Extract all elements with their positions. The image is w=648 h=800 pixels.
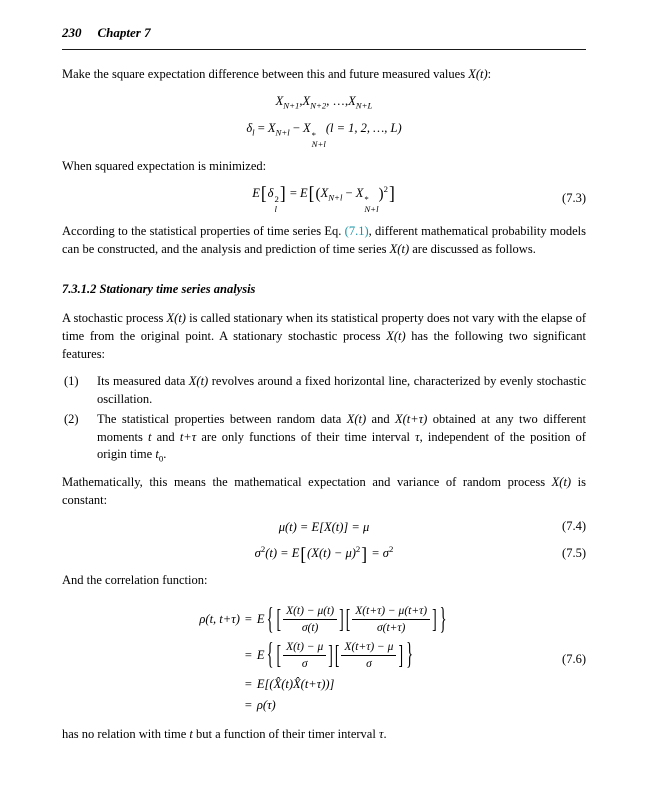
math-rhs [257, 638, 449, 674]
equation-number: (7.6) [562, 651, 586, 666]
left-bracket: [ [276, 640, 282, 670]
right-bracket: ] [339, 604, 344, 634]
math-subscript: l [252, 127, 255, 138]
math-subscript: N+l [364, 203, 379, 214]
numerator: X(t+τ) − μ(t+τ) [352, 604, 430, 620]
equation-sequence [62, 93, 586, 111]
stacked-scripts [364, 195, 378, 213]
numerator: X(t) − μ(t) [283, 604, 337, 620]
math-term: (X(t) − μ) [307, 546, 356, 561]
text-segment: X(t) [346, 411, 367, 426]
paragraph [62, 66, 586, 84]
text-segment: are discussed as follows. [409, 241, 536, 256]
equation-7-5 [62, 542, 586, 565]
text-segment: X(t) [551, 475, 572, 490]
paragraph [62, 310, 586, 363]
math-term: = σ [368, 546, 389, 561]
text-segment: . [163, 447, 167, 462]
math-superscript: 2 [383, 183, 388, 194]
text-segment: and [366, 411, 395, 426]
text-segment: t [155, 447, 159, 462]
right-bracket: ] [432, 604, 437, 634]
equals-sign: = [244, 676, 252, 691]
math-subscript: N+l [311, 138, 326, 149]
equals-sign: = [244, 612, 252, 627]
math-subscript: N+l [328, 192, 343, 203]
right-brace: } [439, 602, 447, 637]
left-brace: { [266, 638, 274, 673]
list-marker: (1) [64, 374, 79, 389]
list-item-text [97, 373, 586, 409]
math-lhs [199, 638, 239, 674]
text-segment: : [487, 67, 492, 82]
left-bracket: [ [276, 604, 282, 634]
ordered-list [62, 373, 586, 464]
math-superscript: 2 [355, 544, 361, 555]
text-segment: has the following two significant features: [62, 328, 586, 361]
text-segment: The statistical properties between random data [97, 411, 347, 426]
text-segment: and [151, 429, 180, 444]
equals-sign: = [244, 698, 252, 713]
list-marker: (2) [64, 411, 79, 426]
eq-reference-link[interactable]: (7.1) [344, 223, 369, 238]
aligned-equation [199, 602, 448, 717]
math-superscript: 2 [260, 544, 266, 555]
equation-delta [62, 120, 586, 149]
text-segment: X(t) [386, 328, 406, 343]
math-term: X [320, 185, 329, 200]
left-paren: ( [315, 185, 321, 203]
text-segment: but a function of their timer interval [192, 727, 379, 742]
math-lhs: ρ(t, t+τ) [199, 612, 240, 627]
math-term: (l = 1, 2, …, L) [325, 120, 402, 135]
paragraph [62, 572, 586, 590]
text-segment: X(t) [468, 67, 488, 82]
math-term: X [302, 94, 311, 109]
text-segment: When squared expectation is minimized: [62, 159, 267, 174]
left-bracket: [ [308, 182, 315, 204]
math-lhs [199, 695, 239, 717]
math-subscript: l [274, 203, 277, 214]
paragraph [62, 726, 586, 744]
chapter-title: Chapter 7 [97, 25, 151, 40]
fraction [352, 604, 430, 636]
right-brace: } [406, 638, 413, 673]
equals-sign: = [254, 120, 268, 135]
paragraph [62, 158, 586, 176]
left-bracket: [ [260, 182, 267, 204]
math-term: (t) = E [265, 546, 300, 561]
math-term: E [300, 185, 308, 200]
text-segment: obtained at any two different moments [97, 411, 586, 444]
text-segment: X(t) [389, 241, 410, 256]
text-segment: has no relation with time [62, 727, 190, 742]
math-rhs: ρ(τ) [256, 698, 276, 713]
denominator: σ [301, 658, 308, 671]
text-segment: revolves around a fixed horizontal line, characterized by evenly stochastic oscillation. [97, 374, 586, 407]
page-number: 230 [62, 25, 82, 40]
equation-line [199, 638, 448, 674]
text-segment: , independent of the position of origin time [97, 429, 586, 462]
right-bracket: ] [279, 182, 286, 204]
text-segment: . [383, 727, 387, 742]
text-segment: τ [378, 727, 384, 742]
left-bracket: [ [345, 604, 351, 634]
superscript-star: * [311, 129, 317, 140]
math-term: X [275, 94, 284, 109]
equation-number: (7.5) [562, 546, 586, 561]
numerator: X(t) − μ [283, 640, 326, 656]
text-segment: Its measured data [97, 374, 189, 389]
text-segment: X(t) [166, 311, 186, 326]
text-segment: X(t+τ) [394, 411, 428, 426]
denominator: σ [366, 658, 372, 671]
numerator: X(t+τ) − μ [341, 640, 396, 656]
denominator: σ(t) [301, 622, 319, 635]
equation-7-6 [62, 602, 586, 717]
section-heading: 7.3.1.2 Stationary time series analysis [62, 282, 256, 297]
equation-line [199, 695, 448, 717]
math-term: X [355, 185, 364, 200]
minus-sign: − [289, 120, 304, 135]
math-term: E [256, 611, 265, 626]
equals-sign: = [244, 647, 252, 662]
math-ellipsis: , …, [326, 94, 349, 109]
right-paren: ) [378, 185, 384, 203]
text-segment: A stochastic process [62, 311, 167, 326]
equation-7-3 [62, 182, 586, 214]
math-term: δ [267, 185, 274, 200]
equation-number: (7.4) [562, 519, 586, 534]
text-segment: is called stationary when its statistical property does not vary with the elapse of time from the original point. A stationary stochastic process [62, 311, 586, 343]
stacked-scripts [312, 131, 326, 149]
text-segment: X(t) [188, 374, 209, 389]
text-segment: Make the square expectation difference between this and future measured values [62, 67, 469, 82]
math-subscript: N+1 [283, 100, 300, 111]
stacked-scripts [274, 195, 278, 213]
equation-number: (7.3) [562, 191, 586, 206]
math-term: X [348, 94, 356, 109]
left-bracket: [ [334, 640, 340, 670]
paragraph [62, 474, 586, 510]
math-subscript: N+l [275, 127, 290, 138]
list-item [62, 411, 586, 464]
math-comma: , [299, 94, 303, 109]
math-term: E [256, 647, 265, 662]
list-item [62, 373, 586, 409]
text-segment: According to the statistical properties of time series Eq. [62, 223, 345, 238]
right-bracket: ] [328, 640, 333, 670]
equation-line [199, 602, 448, 638]
math-term: σ [254, 546, 261, 561]
fraction [341, 640, 396, 672]
math-term: μ(t) = E[X(t)] = μ [278, 519, 370, 534]
equation-7-4 [62, 519, 586, 537]
right-bracket: ] [398, 640, 404, 670]
left-bracket: [ [300, 542, 307, 565]
text-segment: are only functions of their time interval [196, 429, 416, 444]
text-segment: t [147, 429, 152, 444]
math-term: δ [246, 120, 253, 135]
text-segment: t+τ [179, 429, 197, 444]
math-rhs [257, 602, 449, 638]
math-superscript: 2 [274, 194, 279, 205]
left-brace: { [266, 602, 274, 637]
math-term: X [303, 120, 311, 135]
paragraph [62, 223, 586, 259]
list-item-text [97, 411, 586, 464]
right-bracket: ] [361, 542, 368, 565]
math-term: X [267, 120, 276, 135]
text-segment: Mathematically, this means the mathematical expectation and variance of random process [62, 475, 552, 490]
math-superscript: 2 [388, 544, 394, 555]
math-lhs [199, 674, 239, 696]
fraction [283, 604, 337, 636]
text-segment: τ [415, 429, 420, 444]
page-header [62, 24, 586, 50]
superscript-star: * [364, 194, 369, 205]
denominator: σ(t+τ) [376, 622, 406, 635]
text-segment: t [189, 727, 193, 742]
right-bracket: ] [388, 182, 395, 204]
text-segment: , different mathematical probability models can be constructed, and the analysis and prediction of time series [62, 223, 587, 256]
text-segment: is constant: [62, 475, 586, 507]
math-rhs: E[(X̂(t)X̂(t+τ))] [256, 676, 335, 691]
math-subscript: N+L [355, 100, 373, 111]
text-segment: And the correlation function: [62, 573, 208, 588]
math-term: E [252, 185, 260, 200]
text-segment: 0 [158, 453, 164, 464]
fraction [283, 640, 326, 672]
math-subscript: N+2 [310, 100, 327, 111]
equation-line [199, 674, 448, 696]
minus-sign: − [342, 185, 356, 200]
equals-sign: = [286, 185, 300, 200]
